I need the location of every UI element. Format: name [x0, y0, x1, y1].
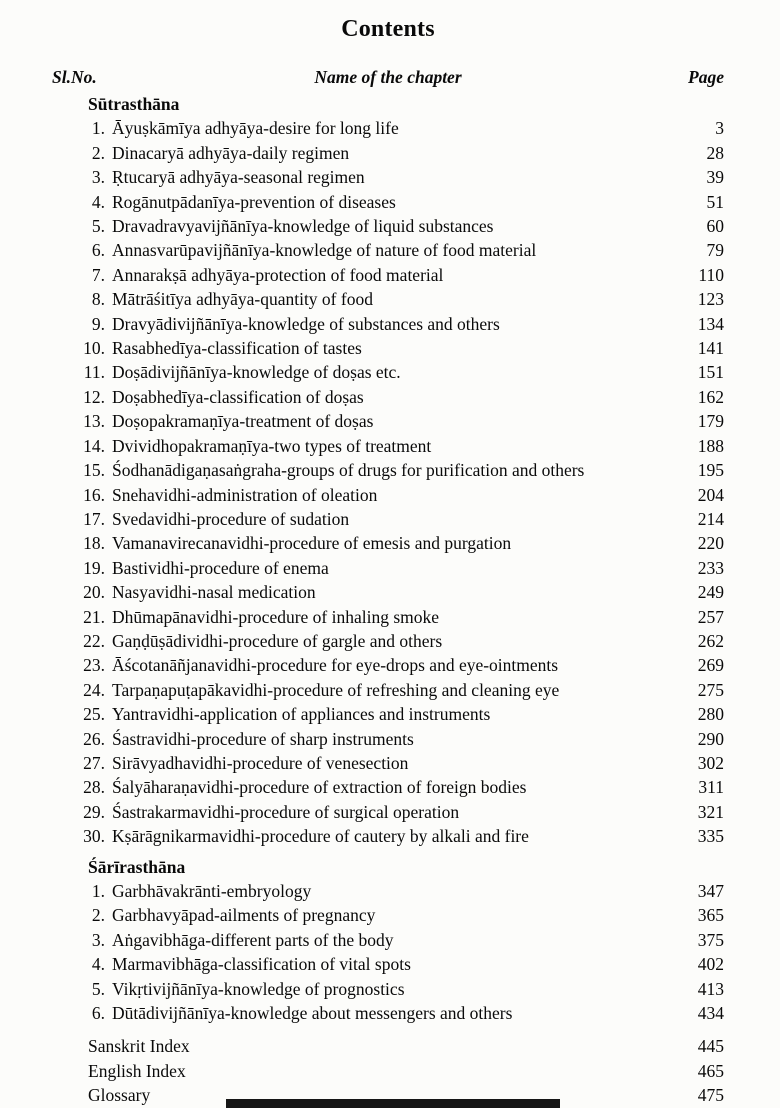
toc-footer-row: [52, 1059, 724, 1083]
chapter-number: 1.: [91, 118, 105, 139]
chapter-name: Marmavibhāga-classification of vital spots: [112, 954, 411, 975]
chapter-number: 1.: [91, 881, 105, 901]
chapter-number: 13.: [83, 411, 105, 432]
chapter-name: Rasabhedīya-classification of tastes: [112, 338, 362, 359]
toc-row: [52, 141, 724, 165]
toc-row: [52, 824, 724, 848]
page-number: 311: [698, 777, 724, 798]
chapter-name: Sirāvyadhavidhi-procedure of venesection: [112, 752, 409, 773]
footer-gap: [52, 1025, 724, 1034]
page-number: 290: [697, 728, 724, 749]
chapter-name: Rogānutpādanīya-prevention of diseases: [112, 191, 396, 212]
chapter-name: Śodhanādigaṇasaṅgraha-groups of drugs for purification and others: [112, 460, 585, 481]
chapter-name: Svedavidhi-procedure of sudation: [112, 508, 350, 529]
chapter-name: Dravyādivijñānīya-knowledge of substances and others: [112, 313, 500, 334]
toc-row: [52, 483, 724, 507]
toc-row: [52, 263, 724, 287]
toc-row: [52, 556, 724, 580]
page-number: 79: [706, 240, 724, 261]
chapter-name: Dvividhopakramaṇīya-two types of treatment: [112, 435, 432, 456]
chapter-number: 10.: [83, 338, 105, 359]
toc-row: [52, 116, 724, 140]
toc-footer-row: [52, 1034, 724, 1058]
chapter-number: 19.: [83, 557, 105, 578]
chapter-number: 24.: [83, 679, 105, 700]
toc-row: [52, 409, 724, 433]
chapter-number: 12.: [83, 386, 105, 407]
column-headers: [52, 67, 724, 88]
page-number: 335: [697, 826, 724, 847]
page-number: 262: [697, 630, 724, 651]
chapter-name: Dravadravyavijñānīya-knowledge of liquid substances: [112, 216, 494, 237]
chapter-name: Garbhavyāpad-ailments of pregnancy: [112, 905, 376, 926]
chapter-name: Garbhāvakrānti-embryology: [112, 881, 312, 901]
page-number: 475: [697, 1085, 724, 1106]
chapter-number: 21.: [83, 606, 105, 627]
chapter-number: 25.: [83, 704, 105, 725]
page-number: 275: [697, 679, 724, 700]
chapter-name: Doṣabhedīya-classification of doṣas: [112, 386, 364, 407]
chapter-name: Annasvarūpavijñānīya-knowledge of nature of food material: [112, 240, 537, 261]
section-heading: Śārīrasthāna: [88, 856, 186, 877]
chapter-number: 5.: [91, 978, 105, 999]
page-number: 321: [697, 801, 724, 822]
footer-entry-name: Sanskrit Index: [88, 1036, 190, 1057]
chapter-name: Ṛtucaryā adhyāya-seasonal regimen: [112, 167, 365, 188]
page-number: 39: [706, 167, 724, 188]
footer-entry-name: Glossary: [88, 1085, 151, 1106]
chapter-name: Śalyāharaṇavidhi-procedure of extraction of foreign bodies: [112, 777, 527, 798]
column-header-sl-no: Sl.No.: [52, 67, 97, 87]
chapter-name: Dhūmapānavidhi-procedure of inhaling smoke: [112, 606, 440, 627]
chapter-name: Aṅgavibhāga-different parts of the body: [112, 929, 394, 950]
toc-row: [52, 879, 724, 903]
footer-entry-name: English Index: [88, 1060, 186, 1081]
page-number: 249: [697, 582, 724, 603]
chapter-number: 26.: [83, 728, 105, 749]
page-number: 3: [715, 118, 724, 139]
chapter-name: Śastravidhi-procedure of sharp instruments: [112, 728, 414, 749]
toc-row: [52, 531, 724, 555]
chapter-number: 30.: [83, 826, 105, 847]
chapter-number: 2.: [91, 905, 105, 926]
toc-row: [52, 629, 724, 653]
toc-row: [52, 702, 724, 726]
toc-row: [52, 312, 724, 336]
page-number: 375: [697, 929, 724, 950]
page-number: 188: [697, 435, 724, 456]
chapter-number: 18.: [83, 533, 105, 554]
chapter-name: Snehavidhi-administration of oleation: [112, 484, 378, 505]
chapter-number: 9.: [91, 313, 105, 334]
page-number: 195: [697, 460, 724, 481]
toc-row: [52, 727, 724, 751]
chapter-number: 6.: [91, 240, 105, 261]
page-number: 151: [697, 362, 724, 383]
page-number: 465: [697, 1060, 724, 1081]
toc-row: [52, 952, 724, 976]
chapter-number: 20.: [83, 582, 105, 603]
chapter-name: Kṣārāgnikarmavidhi-procedure of cautery by alkali and fire: [112, 826, 529, 847]
column-header-page: Page: [688, 67, 724, 87]
page-number: 123: [697, 289, 724, 310]
column-header-chapter: Name of the chapter: [314, 67, 462, 87]
page-number: 179: [697, 411, 724, 432]
toc-row: [52, 751, 724, 775]
toc-row: [52, 775, 724, 799]
section-heading: Sūtrasthāna: [88, 94, 180, 114]
chapter-number: 28.: [83, 777, 105, 798]
chapter-number: 7.: [91, 264, 105, 285]
toc-row: [52, 928, 724, 952]
page-number: 413: [697, 978, 724, 999]
chapter-name: Doṣādivijñānīya-knowledge of doṣas etc.: [112, 362, 401, 383]
chapter-name: Śastrakarmavidhi-procedure of surgical operation: [112, 801, 460, 822]
chapter-number: 22.: [83, 630, 105, 651]
chapter-number: 14.: [83, 435, 105, 456]
page-number: 28: [706, 142, 724, 163]
page-number: 214: [697, 508, 724, 529]
toc-row: [52, 336, 724, 360]
chapter-number: 6.: [91, 1003, 105, 1024]
chapter-name: Dinacaryā adhyāya-daily regimen: [112, 142, 350, 163]
chapter-name: Annarakṣā adhyāya-protection of food material: [112, 264, 444, 285]
chapter-name: Mātrāśitīya adhyāya-quantity of food: [112, 289, 373, 310]
chapter-name: Dūtādivijñānīya-knowledge about messengers and others: [112, 1003, 513, 1024]
page-number: 280: [697, 704, 724, 725]
chapter-name: Gaṇḍūṣādividhi-procedure of gargle and others: [112, 630, 443, 651]
chapter-name: Āyuṣkāmīya adhyāya-desire for long life: [112, 118, 399, 139]
toc-row: [52, 214, 724, 238]
toc-row: [52, 190, 724, 214]
chapter-name: Bastividhi-procedure of enema: [112, 557, 329, 578]
page-number: 269: [697, 655, 724, 676]
chapter-number: 3.: [91, 929, 105, 950]
toc-row: [52, 1001, 724, 1025]
page-number: 347: [697, 881, 724, 901]
toc-row: [52, 605, 724, 629]
page-number: 51: [706, 191, 724, 212]
chapter-number: 5.: [91, 216, 105, 237]
chapter-number: 4.: [91, 954, 105, 975]
chapter-number: 15.: [83, 460, 105, 481]
page-number: 220: [697, 533, 724, 554]
page-number: 60: [706, 216, 724, 237]
page-number: 257: [697, 606, 724, 627]
toc-list: [52, 92, 724, 1108]
chapter-number: 29.: [83, 801, 105, 822]
chapter-number: 17.: [83, 508, 105, 529]
toc-row: [52, 165, 724, 189]
chapter-number: 2.: [91, 142, 105, 163]
toc-row: [52, 287, 724, 311]
page-number: 141: [697, 338, 724, 359]
chapter-name: Tarpaṇapuṭapākavidhi-procedure of refreshing and cleaning eye: [112, 679, 560, 700]
toc-row: [52, 360, 724, 384]
chapter-number: 11.: [83, 362, 105, 383]
page-bottom-scan-artifact: [226, 1099, 560, 1108]
chapter-name: Yantravidhi-application of appliances and instruments: [112, 704, 491, 725]
chapter-name: Doṣopakramaṇīya-treatment of doṣas: [112, 411, 374, 432]
page-number: 445: [697, 1036, 724, 1057]
page-number: 365: [697, 905, 724, 926]
chapter-number: 3.: [91, 167, 105, 188]
toc-row: [52, 580, 724, 604]
page-number: 434: [697, 1003, 724, 1024]
chapter-name: Āścotanāñjanavidhi-procedure for eye-drops and eye-ointments: [112, 655, 559, 676]
page-number: 233: [697, 557, 724, 578]
toc-row: [52, 653, 724, 677]
toc-row: [52, 678, 724, 702]
page-number: 402: [697, 954, 724, 975]
toc-row: [52, 238, 724, 262]
page-number: 134: [697, 313, 724, 334]
toc-row: [52, 385, 724, 409]
page-number: 162: [697, 386, 724, 407]
toc-row: [52, 903, 724, 927]
page-number: 302: [697, 752, 724, 773]
chapter-number: 27.: [83, 752, 105, 773]
chapter-name: Vikṛtivijñānīya-knowledge of prognostics: [112, 978, 405, 999]
toc-row: [52, 800, 724, 824]
chapter-number: 23.: [83, 655, 105, 676]
chapter-name: Nasyavidhi-nasal medication: [112, 582, 316, 603]
chapter-name: Vamanavirecanavidhi-procedure of emesis and purgation: [112, 533, 512, 554]
page-number: 110: [698, 264, 724, 285]
toc-row: [52, 434, 724, 458]
toc-row: [52, 507, 724, 531]
chapter-number: 8.: [91, 289, 105, 310]
page-title: Contents: [341, 16, 435, 42]
chapter-number: 16.: [83, 484, 105, 505]
toc-row: [52, 458, 724, 482]
page-number: 204: [697, 484, 724, 505]
toc-row: [52, 977, 724, 1001]
chapter-number: 4.: [91, 191, 105, 212]
